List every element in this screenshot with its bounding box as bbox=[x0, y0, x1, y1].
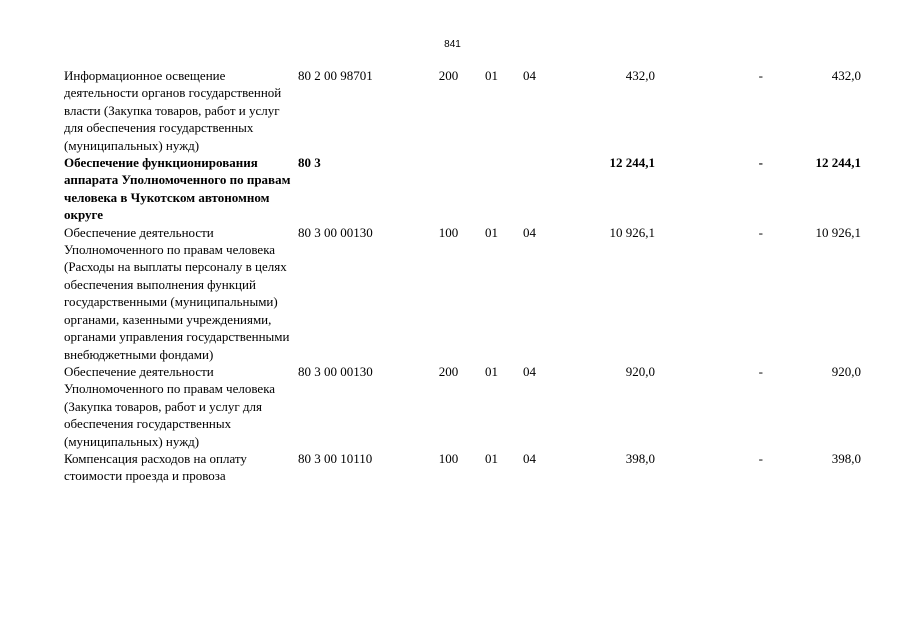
row-expense-type-cell bbox=[431, 154, 466, 224]
row-amount-cell: 920,0 bbox=[625, 363, 655, 379]
row-amount-cell: 10 926,1 bbox=[609, 224, 655, 240]
table-row bbox=[64, 154, 861, 224]
row-amount-cell: 12 244,1 bbox=[609, 155, 655, 171]
row-subsection-cell bbox=[498, 154, 538, 224]
table-row bbox=[64, 224, 861, 363]
row-code-cell: 80 3 bbox=[298, 155, 321, 171]
row-subsection-cell: 04 bbox=[523, 450, 536, 466]
row-expense-type-cell: 100 bbox=[438, 224, 459, 240]
row-name-cell: Компенсация расходов на оплату стоимости проезда и провоза bbox=[64, 450, 247, 484]
row-total-cell: 12 244,1 bbox=[815, 155, 861, 171]
row-total-cell: 920,0 bbox=[831, 363, 861, 379]
row-code-cell: 80 3 00 10110 bbox=[298, 450, 373, 466]
row-change-cell: - bbox=[758, 363, 763, 379]
row-change-cell: - bbox=[758, 224, 763, 240]
row-change-cell: - bbox=[758, 450, 763, 466]
row-expense-type-cell: 200 bbox=[438, 363, 459, 379]
row-expense-type-cell: 100 bbox=[438, 450, 459, 466]
row-subsection-cell: 04 bbox=[523, 363, 536, 379]
row-section-cell: 01 bbox=[485, 450, 498, 466]
row-section-cell: 01 bbox=[485, 363, 498, 379]
row-section-cell bbox=[466, 154, 498, 224]
row-code-cell: 80 2 00 98701 bbox=[298, 68, 373, 83]
row-subsection-cell: 04 bbox=[523, 68, 536, 83]
row-code-cell: 80 3 00 00130 bbox=[298, 363, 373, 379]
row-subsection-cell: 04 bbox=[523, 224, 536, 240]
table-row bbox=[64, 363, 861, 450]
row-name-cell: Информационное освещение деятельности органов государственной власти (Закупка товаров, работ и услуг для обеспечения государственных (муниципальных) нужд) bbox=[64, 68, 282, 153]
row-expense-type-cell: 200 bbox=[438, 68, 459, 83]
table-row bbox=[64, 67, 861, 154]
page-number: 841 bbox=[444, 39, 461, 50]
row-name-cell: Обеспечение функционирования аппарата Уполномоченного по правам человека в Чукотском автономном округе bbox=[64, 155, 291, 223]
budget-table bbox=[64, 67, 861, 485]
row-name-cell: Обеспечение деятельности Уполномоченного по правам человека (Расходы на выплаты персоналу в целях обеспечения выполнения функций государственными (муниципальными) органами, казенными учреждениями, органами управления государственными внебюджетными фондами) bbox=[64, 224, 290, 362]
row-change-cell: - bbox=[758, 155, 763, 171]
row-total-cell: 432,0 bbox=[831, 68, 861, 83]
row-total-cell: 10 926,1 bbox=[815, 224, 861, 240]
row-code-cell: 80 3 00 00130 bbox=[298, 224, 373, 240]
table-row bbox=[64, 450, 861, 485]
row-amount-cell: 398,0 bbox=[625, 450, 655, 466]
row-change-cell: - bbox=[758, 68, 763, 83]
row-section-cell: 01 bbox=[485, 224, 498, 240]
row-name-cell: Обеспечение деятельности Уполномоченного по правам человека (Закупка товаров, работ и услуг для обеспечения государственных (муниципальных) нужд) bbox=[64, 363, 276, 449]
row-amount-cell: 432,0 bbox=[625, 68, 655, 83]
row-section-cell: 01 bbox=[485, 68, 498, 83]
row-total-cell: 398,0 bbox=[831, 450, 861, 466]
